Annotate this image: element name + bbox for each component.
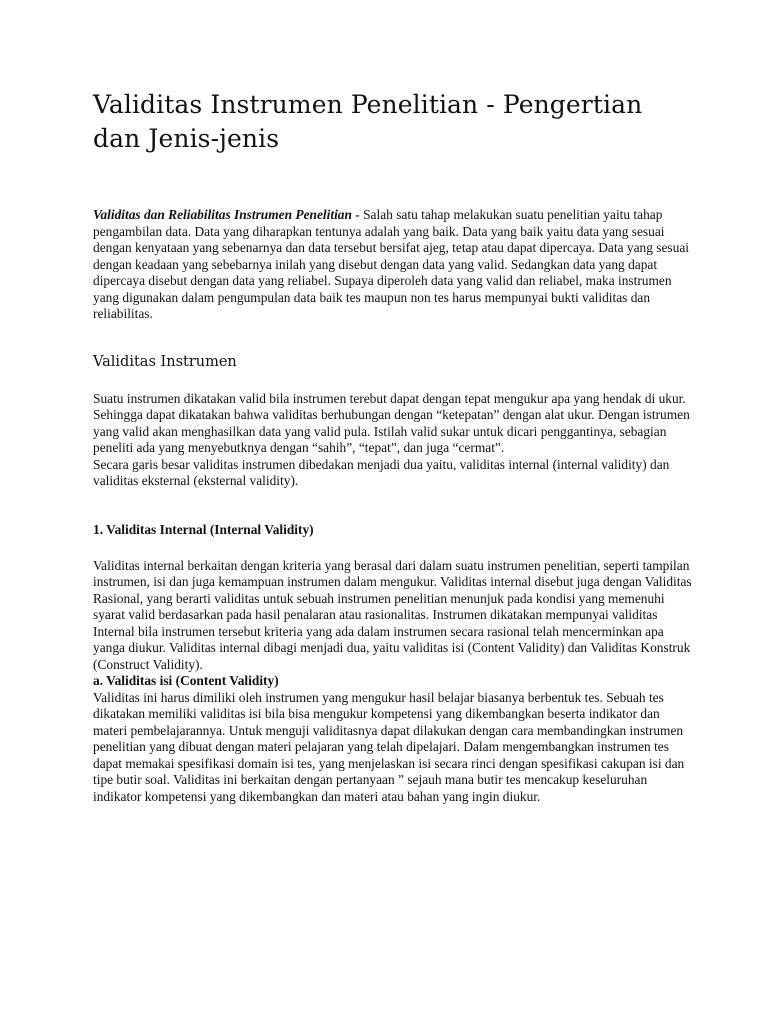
section-heading-internal: 1. Validitas Internal (Internal Validity) [93,521,314,537]
document-page [93,88,693,805]
internal-paragraph-2: Validitas ini harus dimiliki oleh instrumen yang mengukur hasil belajar biasanya berbentuk tes. Sebuah tes dikatakan memiliki validitas isi bila bisa mengukur kompetensi yang dikembangkan beserta indikator dan materi pembelajarannya. Untuk menguji validitasnya dapat dilakukan dengan cara membandingkan instrumen penelitian yang dibuat dengan materi pelajaran yang telah dipelajari. Dalam mengembangkan instrumen tes dapat memakai spesifikasi domain isi tes, yang menjelaskan isi secara rinci dengan spesifikasi cakupan isi dan tipe butir soal. Validitas ini berkaitan dengan pertanyaan ” sejauh mana butir tes mencakup keseluruhan indikator kompetensi yang dikembangkan dan materi atau bahan yang ingin diukur. [93,689,685,804]
page-title: Validitas Instrumen Penelitian - Pengertian dan Jenis-jenis [93,90,643,153]
section-heading-validitas: Validitas Instrumen [93,353,237,370]
validitas-paragraph-1: Suatu instrumen dikatakan valid bila instrumen terebut dapat dengan tepat mengukur apa yang hendak di ukur. Sehingga dapat dikatakan bahwa validitas berhubungan dengan “ketepatan” dengan alat ukur. Dengan istrumen yang valid akan menghasilkan data yang valid pula. Istilah valid sukar untuk dicari penggantinya, sebagian peneliti ada yang menyebutknya dengan “sahih”, “tepat”, dan juga “cermat”. [93,390,690,455]
intro-lead: Validitas dan Reliabilitas Instrumen Penelitian - [93,207,360,222]
subheading-content-validity: a. Validitas isi (Content Validity) [93,673,279,688]
validitas-paragraph-2: Secara garis besar validitas instrumen dibedakan menjadi dua yaitu, validitas internal (internal validity) dan validitas eksternal (eksternal validity). [93,456,670,488]
section-internal-body [93,558,693,806]
intro-paragraph [93,207,693,323]
internal-paragraph-1: Validitas internal berkaitan dengan kriteria yang berasal dari dalam suatu instrumen penelitian, seperti tampilan instrumen, isi dan juga kemampuan instrumen dalam mengukur. Validitas internal disebut juga dengan Validitas Rasional, yang berarti validitas untuk sebuah instrumen penelitian menunjuk pada kondisi yang memenuhi syarat valid berdasarkan pada hasil penalaran atau rasionalitas. Instrumen dikatakan mempunyai validitas Internal bila instrumen tersebut kriteria yang ada dalam instrumen secara rasional telah mencerminkan apa yanga diukur. Validitas internal dibagi menjadi dua, yaitu validitas isi (Content Validity) dan Validitas Konstruk (Construct Validity). [93,557,692,672]
intro-text: Salah satu tahap melakukan suatu penelitian yaitu tahap pengambilan data. Data yang diharapkan tentunya adalah yang baik. Data yang baik yaitu data yang sesuai dengan kenyataan yang sebenarnya dan data tersebut bersifat ajeg, tetap atau dapat dipercaya. Data yang sesuai dengan keadaan yang sebebarnya inilah yang disebut dengan data yang valid. Sedangkan data yang dapat dipercaya disebut dengan data yang reliabel. Supaya diperoleh data yang valid dan reliabel, maka instrumen yang digunakan dalam pengumpulan data baik tes maupun non tes harus mempunyai bukti validitas dan reliabilitas. [93,207,689,321]
section-validitas-body [93,391,693,490]
